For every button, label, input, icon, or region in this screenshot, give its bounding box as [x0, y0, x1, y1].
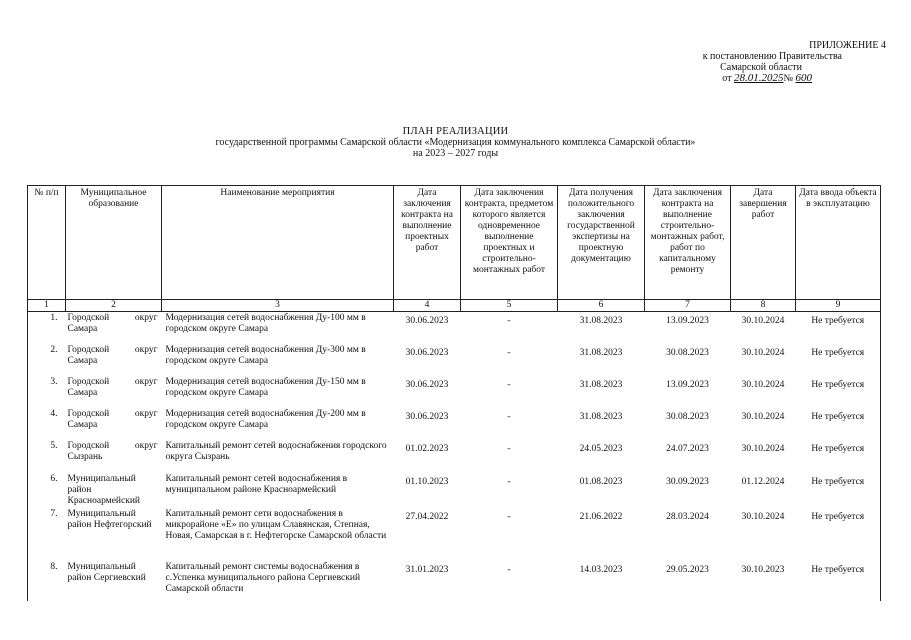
design-contract-date: 30.06.2023	[405, 347, 449, 358]
column-number: 3	[162, 300, 394, 312]
municipality-name: Самара	[67, 355, 98, 366]
row-number: 4.	[28, 408, 66, 440]
header-cell: Дата заключения контракта на выполнение проектных работ	[394, 186, 461, 300]
construction-contract-date: 24.07.2023	[666, 443, 709, 454]
municipality-name: Самара	[67, 387, 98, 398]
measure-name: Капитальный ремонт системы водоснабжения в с.Успенка муниципального района Сергиевский Самарской области	[165, 561, 361, 594]
completion-date: 30.10.2024	[741, 379, 785, 390]
table-row	[28, 344, 881, 376]
column-number: 6	[558, 300, 645, 312]
row-number: 2.	[28, 344, 66, 376]
number-sign: №	[783, 73, 793, 84]
municipality	[66, 440, 162, 473]
measure-name: Модернизация сетей водоснабжения Ду-300 мм в городском округе Самара	[165, 344, 366, 366]
handwritten-date: 28.01.2025	[733, 72, 784, 84]
construction-contract-date: 28.03.2024	[666, 511, 709, 522]
row-number: 6.	[28, 473, 66, 508]
header-cell: Дата заключения контракта, предметом которого является одновременное выполнение проектных и строительно-монтажных работ	[461, 186, 558, 300]
measure-name: Модернизация сетей водоснабжения Ду-100 мм в городском округе Самара	[165, 313, 366, 334]
column-number: 9	[796, 300, 881, 312]
measure-name: Модернизация сетей водоснабжения Ду-150 мм в городском округе Самара	[165, 376, 366, 398]
expertise-date: 14.03.2023	[579, 564, 623, 575]
municipality-name: Самара	[67, 419, 98, 430]
municipality-word: округ	[134, 440, 158, 451]
expertise-date: 01.08.2023	[579, 476, 623, 487]
combined-contract-date: -	[507, 379, 511, 390]
combined-contract-date: -	[507, 316, 511, 326]
header-cell: Наименование мероприятия	[162, 186, 394, 300]
municipality-word: округ	[134, 344, 158, 355]
completion-date: 30.10.2024	[741, 347, 785, 358]
measure-name: Капитальный ремонт сети водоснабжения в микрорайоне «Е» по улицам Славянская, Степная, Новая, Самарская в г. Нефтегорске Самарской области	[165, 508, 387, 541]
expertise-date: 31.08.2023	[579, 316, 623, 326]
municipality-word: Городской	[67, 408, 110, 419]
commissioning-date: Не требуется	[796, 508, 881, 561]
row-number: 3.	[28, 376, 66, 408]
commissioning-date: Не требуется	[796, 376, 881, 408]
design-contract-date: 27.04.2022	[405, 511, 449, 522]
municipality	[66, 376, 162, 408]
appendix-block	[640, 40, 902, 84]
table-row	[28, 508, 881, 561]
plan-heading	[0, 126, 911, 159]
header-cell: Муниципальное образование	[66, 186, 162, 300]
table-row	[28, 440, 881, 473]
completion-date: 30.10.2024	[741, 511, 785, 522]
column-number-row	[28, 300, 881, 312]
design-contract-date: 30.06.2023	[405, 379, 449, 390]
column-number: 4	[394, 300, 461, 312]
header-cell: № п/п	[28, 186, 66, 300]
commissioning-date: Не требуется	[796, 312, 881, 344]
commissioning-date: Не требуется	[796, 344, 881, 376]
municipality-name: Самара	[67, 324, 98, 334]
row-number: 1.	[28, 312, 66, 344]
header-row	[28, 186, 881, 300]
commissioning-date: Не требуется	[796, 561, 881, 601]
completion-date: 30.10.2024	[741, 411, 785, 422]
measure-name: Капитальный ремонт сетей водоснабжения городского округа Сызрань	[165, 440, 387, 462]
combined-contract-date: -	[507, 347, 511, 358]
commissioning-date: Не требуется	[796, 473, 881, 508]
municipality-word: округ	[134, 313, 158, 323]
combined-contract-date: -	[507, 511, 511, 522]
expertise-date: 21.06.2022	[579, 511, 623, 522]
commissioning-date: Не требуется	[796, 408, 881, 440]
construction-contract-date: 29.05.2023	[666, 564, 709, 575]
design-contract-date: 31.01.2023	[405, 564, 449, 575]
construction-contract-date: 30.08.2023	[666, 347, 709, 358]
table-row	[28, 312, 881, 344]
table-row	[28, 561, 881, 601]
header-cell: Дата ввода объекта в эксплуатацию	[796, 186, 881, 300]
construction-contract-date: 13.09.2023	[666, 379, 709, 390]
appendix-region: Самарской области	[720, 62, 802, 73]
municipality-word: Городской	[67, 376, 110, 387]
design-contract-date: 01.02.2023	[405, 443, 449, 454]
municipality: Муниципальный район Нефтегорский	[67, 508, 152, 530]
appendix-title: ПРИЛОЖЕНИЕ 4	[809, 40, 886, 51]
column-number: 8	[731, 300, 796, 312]
combined-contract-date: -	[507, 476, 511, 487]
date-prefix: от	[722, 73, 732, 84]
table-row	[28, 473, 881, 508]
column-number: 1	[28, 300, 66, 312]
design-contract-date: 01.10.2023	[405, 476, 449, 487]
combined-contract-date: -	[507, 443, 511, 454]
combined-contract-date: -	[507, 564, 511, 575]
row-number: 8.	[28, 561, 66, 601]
completion-date: 30.10.2024	[741, 316, 785, 326]
completion-date: 30.10.2024	[741, 443, 785, 454]
header-cell: Дата заключения контракта на выполнение строительно-монтажных работ, работ по капитальному ремонту	[645, 186, 731, 300]
municipality-word: Городской	[67, 313, 110, 323]
municipality-word: округ	[134, 408, 158, 419]
header-cell: Дата получения положительного заключения государственной экспертизы на проектную документацию	[558, 186, 645, 300]
table-row	[28, 408, 881, 440]
plan-years: на 2023 – 2027 годы	[412, 148, 499, 159]
municipality-word: округ	[134, 376, 158, 387]
construction-contract-date: 30.09.2023	[666, 476, 709, 487]
column-number: 5	[461, 300, 558, 312]
plan-table	[27, 185, 881, 601]
expertise-date: 31.08.2023	[579, 347, 623, 358]
municipality: Муниципальный район Сергиевский	[67, 561, 146, 583]
measure-name: Капитальный ремонт сетей водоснабжения в муниципальном районе Красноармейский	[165, 473, 348, 495]
municipality-word: Городской	[67, 440, 110, 451]
municipality-word: Городской	[67, 344, 110, 355]
header-cell: Дата завершения работ	[731, 186, 796, 300]
design-contract-date: 30.06.2023	[405, 316, 449, 326]
plan-title: ПЛАН РЕАЛИЗАЦИИ	[402, 126, 509, 137]
column-number: 7	[645, 300, 731, 312]
expertise-date: 31.08.2023	[579, 379, 623, 390]
municipality-name: Сызрань	[67, 451, 103, 462]
expertise-date: 31.08.2023	[579, 411, 623, 422]
municipality	[66, 344, 162, 376]
handwritten-number: 600	[795, 72, 812, 84]
appendix-date-line	[640, 73, 902, 84]
municipality	[66, 408, 162, 440]
combined-contract-date: -	[507, 411, 511, 422]
construction-contract-date: 13.09.2023	[666, 316, 709, 326]
row-number: 7.	[28, 508, 66, 561]
column-number: 2	[66, 300, 162, 312]
municipality: Муниципальный район Красноармейский	[67, 473, 140, 506]
plan-subtitle: государственной программы Самарской области «Модернизация коммунального комплекса Самарской области»	[215, 137, 696, 148]
construction-contract-date: 30.08.2023	[666, 411, 709, 422]
row-number: 5.	[28, 440, 66, 473]
commissioning-date: Не требуется	[796, 440, 881, 473]
design-contract-date: 30.06.2023	[405, 411, 449, 422]
measure-name: Модернизация сетей водоснабжения Ду-200 мм в городском округе Самара	[165, 408, 366, 430]
completion-date: 01.12.2024	[741, 476, 785, 487]
expertise-date: 24.05.2023	[579, 443, 623, 454]
completion-date: 30.10.2023	[741, 564, 785, 575]
appendix-resolution: к постановлению Правительства	[702, 51, 842, 62]
municipality	[66, 312, 162, 344]
table-row	[28, 376, 881, 408]
